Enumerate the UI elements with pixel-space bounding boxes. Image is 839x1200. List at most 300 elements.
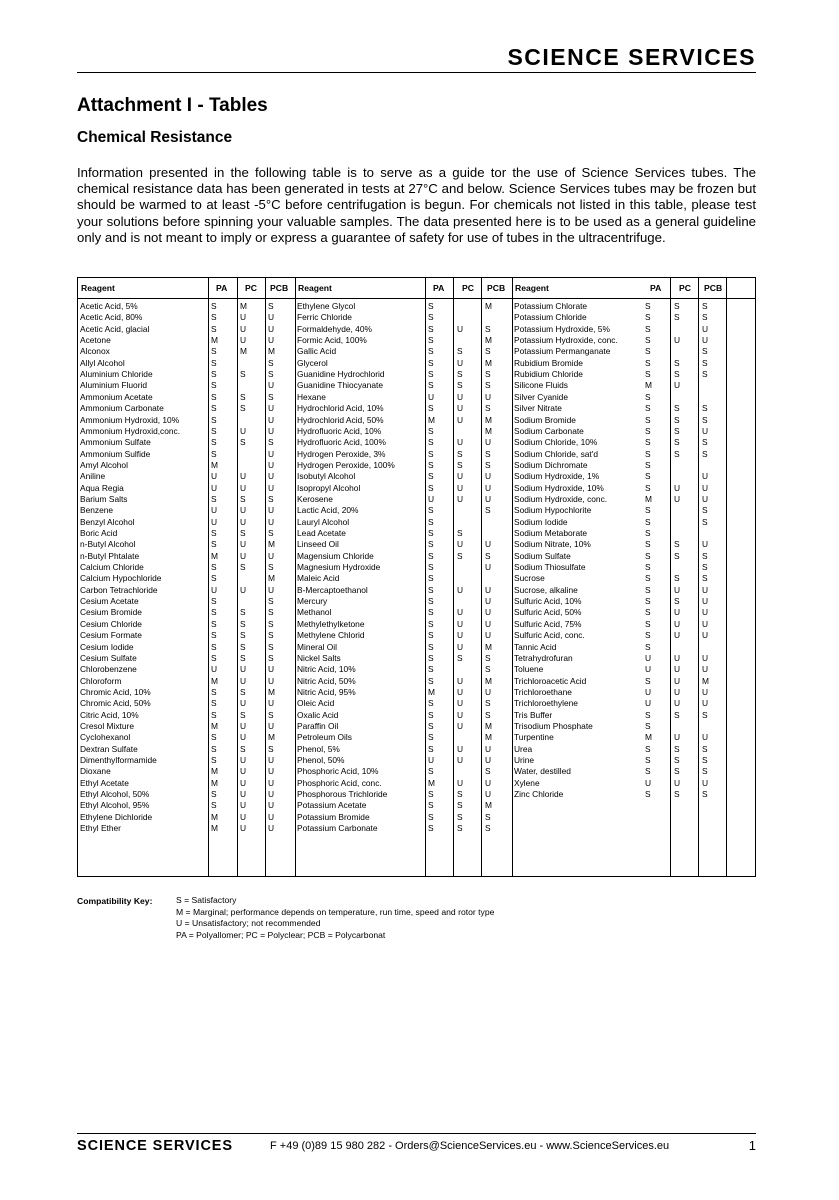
- rating-pcb: S: [485, 346, 491, 357]
- table-row: [78, 812, 295, 823]
- key-line-satisfactory: S = Satisfactory: [176, 895, 237, 905]
- table-row: [295, 551, 512, 562]
- rating-pc: U: [240, 312, 247, 323]
- table-row: [295, 301, 512, 312]
- reagent-name: Cresol Mixture: [80, 720, 134, 731]
- rating-pc: M: [240, 346, 247, 357]
- table-row: [78, 562, 295, 573]
- rating-pc: U: [674, 698, 681, 709]
- rating-pa: M: [211, 335, 218, 346]
- rating-pc: U: [240, 755, 247, 765]
- table-row: [295, 346, 512, 357]
- rating-pa: S: [645, 755, 651, 765]
- rating-pc: U: [240, 732, 247, 743]
- rating-pc: U: [457, 641, 464, 652]
- table-row: [512, 551, 729, 562]
- rating-pa: S: [645, 459, 651, 470]
- rating-pa: S: [211, 607, 217, 618]
- column-header-pcb: PCB: [487, 283, 506, 293]
- reagent-name: Sodium Hydroxide, 1%: [514, 471, 600, 482]
- rating-pc: U: [674, 630, 681, 641]
- reagent-name: Potassium Bromide: [297, 811, 370, 822]
- rating-pcb: S: [485, 823, 491, 834]
- reagent-name: Mercury: [297, 596, 328, 607]
- rating-pcb: S: [702, 550, 708, 561]
- rating-pa: S: [428, 425, 434, 436]
- rating-pcb: M: [485, 301, 492, 311]
- rating-pcb: S: [702, 709, 708, 720]
- reagent-name: Dextran Sulfate: [80, 743, 138, 754]
- rating-pc: U: [240, 675, 247, 686]
- rating-pc: S: [674, 596, 680, 607]
- rating-pc: S: [457, 459, 463, 470]
- rating-pcb: S: [702, 755, 708, 765]
- rating-pcb: U: [485, 755, 492, 765]
- table-row: [512, 562, 729, 573]
- table-row: [295, 335, 512, 346]
- rating-pc: U: [457, 743, 464, 754]
- column-header-pc: PC: [679, 283, 691, 293]
- rating-pa: S: [645, 516, 651, 527]
- rating-pcb: U: [702, 335, 709, 346]
- rating-pa: S: [428, 562, 434, 573]
- reagent-name: Xylene: [514, 777, 540, 788]
- rating-pcb: S: [268, 562, 274, 573]
- rating-pa: S: [428, 720, 434, 731]
- rating-pcb: U: [268, 380, 275, 391]
- rating-pcb: U: [702, 607, 709, 618]
- table-row: [295, 585, 512, 596]
- table-row: [78, 426, 295, 437]
- rating-pc: U: [457, 675, 464, 686]
- rating-pcb: S: [485, 550, 491, 561]
- table-row: [78, 664, 295, 675]
- rating-pcb: U: [702, 686, 709, 697]
- rating-pcb: U: [485, 596, 492, 607]
- rating-pc: U: [457, 618, 464, 629]
- rating-pa: M: [211, 720, 218, 731]
- rating-pa: S: [428, 448, 434, 459]
- reagent-name: Zinc Chloride: [514, 789, 564, 800]
- rating-pcb: S: [268, 357, 274, 368]
- table-row: [78, 415, 295, 426]
- rating-pcb: S: [702, 414, 708, 425]
- table-row: [78, 369, 295, 380]
- reagent-name: Ethyl Ether: [80, 823, 121, 834]
- rating-pc: S: [674, 357, 680, 368]
- reagent-name: Dimenthylformamide: [80, 755, 157, 765]
- rating-pa: S: [211, 743, 217, 754]
- reagent-name: Chromic Acid, 50%: [80, 698, 151, 709]
- table-row: [78, 732, 295, 743]
- column-header-reagent: Reagent: [81, 283, 115, 293]
- rating-pcb: U: [702, 652, 709, 663]
- table-row: [512, 789, 729, 800]
- rating-pa: M: [211, 550, 218, 561]
- rating-pcb: U: [702, 539, 709, 550]
- rating-pa: S: [428, 301, 434, 311]
- table-row: [295, 698, 512, 709]
- reagent-name: Chlorobenzene: [80, 664, 137, 675]
- table-row: [512, 778, 729, 789]
- rating-pcb: S: [268, 618, 274, 629]
- reagent-name: Ammonium Acetate: [80, 391, 153, 402]
- page-number: 1: [748, 1138, 756, 1153]
- intro-paragraph: Information presented in the following table is to serve as a guide tor the use of Science Services tubes. The chemical resistance data has been generated in tests at 27°C and below. Science Services tubes may be frozen but should be warmed to at least -5°C before centrifugation is begun. For chemicals not listed in this table, please test your solutions before spinning your valuable samples. The data presented here is to be used as a general guideline only and is not meant to imply or express a guarantee of safety for use of tubes in the ultracentrifuge.: [77, 165, 756, 245]
- reagent-name: Sodium Carbonate: [514, 425, 584, 436]
- table-row: [512, 449, 729, 460]
- table-row: [78, 619, 295, 630]
- rating-pa: M: [645, 380, 652, 391]
- rating-pc: U: [240, 550, 247, 561]
- rating-pc: S: [240, 652, 246, 663]
- rating-pcb: U: [268, 448, 275, 459]
- rating-pa: S: [428, 516, 434, 527]
- table-row: [78, 744, 295, 755]
- reagent-name: Hydrogen Peroxide, 100%: [297, 459, 395, 470]
- reagent-name: Linseed Oil: [297, 539, 339, 550]
- rating-pa: S: [428, 766, 434, 777]
- rating-pcb: S: [268, 301, 274, 311]
- rating-pcb: S: [485, 459, 491, 470]
- table-row: [78, 517, 295, 528]
- rating-pa: S: [645, 539, 651, 550]
- reagent-name: Petroleum Oils: [297, 732, 352, 743]
- rating-pa: S: [211, 800, 217, 811]
- rating-pa: S: [428, 811, 434, 822]
- rating-pa: U: [211, 471, 218, 482]
- rating-pc: S: [674, 709, 680, 720]
- reagent-name: Hydrochlorid Acid, 10%: [297, 403, 384, 414]
- table-row: [295, 562, 512, 573]
- table-row: [295, 619, 512, 630]
- rating-pc: S: [240, 562, 246, 573]
- rating-pa: S: [428, 323, 434, 334]
- reagent-name: Magnesium Hydroxide: [297, 562, 381, 573]
- table-row: [295, 687, 512, 698]
- rating-pcb: S: [485, 323, 491, 334]
- reagent-name: Isobutyl Alcohol: [297, 471, 356, 482]
- reagent-name: Potassium Chloride: [514, 312, 587, 323]
- reagent-name: Nitric Acid, 10%: [297, 664, 356, 675]
- table-row: [78, 335, 295, 346]
- reagent-name: Potassium Chlorate: [514, 301, 588, 311]
- rating-pa: M: [645, 493, 652, 504]
- rating-pa: S: [428, 584, 434, 595]
- reagent-name: Cesium Iodide: [80, 641, 134, 652]
- rating-pa: S: [645, 403, 651, 414]
- rating-pcb: U: [485, 686, 492, 697]
- rating-pa: S: [645, 414, 651, 425]
- reagent-name: Kerosene: [297, 493, 333, 504]
- reagent-name: Sodium Sulfate: [514, 550, 571, 561]
- table-row: [78, 800, 295, 811]
- rating-pc: U: [674, 675, 681, 686]
- rating-pa: S: [428, 607, 434, 618]
- rating-pc: U: [457, 482, 464, 493]
- reagent-name: Oleic Acid: [297, 698, 335, 709]
- rating-pcb: U: [268, 800, 275, 811]
- rating-pa: U: [211, 482, 218, 493]
- reagent-name: Ethylene Glycol: [297, 301, 356, 311]
- rating-pa: U: [211, 664, 218, 675]
- rating-pcb: U: [702, 425, 709, 436]
- rating-pcb: U: [702, 777, 709, 788]
- rating-pa: S: [428, 471, 434, 482]
- page-title: Attachment I - Tables: [77, 95, 268, 116]
- rating-pc: S: [240, 391, 246, 402]
- rating-pcb: S: [268, 369, 274, 380]
- rating-pa: M: [211, 675, 218, 686]
- reagent-name: Formic Acid, 100%: [297, 335, 367, 346]
- rating-pcb: U: [485, 437, 492, 448]
- rating-pcb: U: [268, 312, 275, 323]
- rating-pc: S: [674, 403, 680, 414]
- rating-pa: S: [645, 766, 651, 777]
- rating-pa: M: [428, 777, 435, 788]
- table-row: [295, 449, 512, 460]
- reagent-name: Hexane: [297, 391, 326, 402]
- rating-pa: S: [211, 698, 217, 709]
- column-header-pa: PA: [216, 283, 228, 293]
- rating-pc: S: [674, 312, 680, 323]
- rating-pa: S: [645, 675, 651, 686]
- rating-pc: U: [674, 686, 681, 697]
- rating-pcb: S: [702, 357, 708, 368]
- table-row: [295, 312, 512, 323]
- rating-pcb: M: [485, 335, 492, 346]
- rating-pa: S: [211, 414, 217, 425]
- rating-pc: S: [457, 652, 463, 663]
- reagent-name: Ammonium Sulfide: [80, 448, 151, 459]
- table-row: [295, 460, 512, 471]
- table-row: [512, 505, 729, 516]
- rating-pa: U: [645, 664, 652, 675]
- rating-pcb: S: [485, 811, 491, 822]
- reagent-name: Sulfuric Acid, 75%: [514, 618, 582, 629]
- reagent-name: Rubidium Chloride: [514, 369, 583, 380]
- rating-pcb: U: [485, 607, 492, 618]
- reagent-name: Aniline: [80, 471, 106, 482]
- rating-pc: U: [240, 323, 247, 334]
- rating-pc: U: [457, 777, 464, 788]
- rating-pcb: U: [702, 618, 709, 629]
- rating-pcb: U: [268, 335, 275, 346]
- column-header-pc: PC: [462, 283, 474, 293]
- table-row: [295, 426, 512, 437]
- rating-pa: S: [428, 482, 434, 493]
- reagent-name: Ethyl Alcohol, 95%: [80, 800, 150, 811]
- table-row: [78, 312, 295, 323]
- table-row: [295, 766, 512, 777]
- rating-pcb: S: [485, 652, 491, 663]
- table-row: [78, 607, 295, 618]
- reagent-name: Phenol, 50%: [297, 755, 345, 765]
- rating-pcb: M: [268, 573, 275, 584]
- rating-pa: S: [645, 369, 651, 380]
- reagent-name: Barium Salts: [80, 493, 128, 504]
- table-row: [512, 392, 729, 403]
- rating-pcb: S: [485, 505, 491, 516]
- reagent-name: Oxalic Acid: [297, 709, 339, 720]
- table-row: [78, 687, 295, 698]
- rating-pa: S: [211, 312, 217, 323]
- reagent-name: Potassium Permanganate: [514, 346, 611, 357]
- table-row: [512, 483, 729, 494]
- rating-pa: S: [211, 618, 217, 629]
- reagent-name: Cyclohexanol: [80, 732, 131, 743]
- rating-pcb: M: [485, 800, 492, 811]
- table-header-divider: [78, 298, 755, 299]
- rating-pa: S: [211, 528, 217, 538]
- rating-pa: S: [428, 664, 434, 675]
- reagent-name: Cesium Acetate: [80, 596, 139, 607]
- table-row: [512, 687, 729, 698]
- rating-pa: S: [211, 403, 217, 414]
- rating-pc: S: [457, 823, 463, 834]
- rating-pa: S: [645, 471, 651, 482]
- rating-pa: U: [645, 652, 652, 663]
- rating-pa: U: [645, 686, 652, 697]
- rating-pa: S: [211, 448, 217, 459]
- rating-pc: U: [457, 323, 464, 334]
- rating-pc: S: [240, 618, 246, 629]
- reagent-name: Sodium Hydroxide, conc.: [514, 493, 608, 504]
- rating-pc: U: [240, 766, 247, 777]
- rating-pcb: U: [268, 584, 275, 595]
- rating-pa: S: [645, 391, 651, 402]
- rating-pa: S: [428, 630, 434, 641]
- rating-pcb: M: [268, 539, 275, 550]
- table-row: [512, 630, 729, 641]
- rating-pc: S: [674, 414, 680, 425]
- table-row: [78, 358, 295, 369]
- reagent-name: Potassium Hydroxide, 5%: [514, 323, 610, 334]
- rating-pcb: M: [485, 414, 492, 425]
- rating-pa: S: [211, 709, 217, 720]
- table-row: [295, 755, 512, 766]
- table-row: [512, 426, 729, 437]
- rating-pc: U: [457, 698, 464, 709]
- table-row: [512, 744, 729, 755]
- rating-pcb: S: [485, 766, 491, 777]
- rating-pc: U: [457, 630, 464, 641]
- rating-pc: S: [674, 425, 680, 436]
- rating-pcb: S: [702, 562, 708, 573]
- reagent-name: Chloroform: [80, 675, 122, 686]
- rating-pc: S: [674, 755, 680, 765]
- table-row: [512, 653, 729, 664]
- reagent-name: Urea: [514, 743, 533, 754]
- table-row: [512, 664, 729, 675]
- rating-pcb: U: [268, 403, 275, 414]
- rating-pc: S: [457, 811, 463, 822]
- rating-pa: M: [645, 732, 652, 743]
- rating-pa: U: [428, 493, 435, 504]
- table-row: [295, 721, 512, 732]
- footer-brand: SCIENCE SERVICES: [77, 1138, 233, 1154]
- rating-pa: S: [211, 437, 217, 448]
- reagent-name: Sulfuric Acid, 10%: [514, 596, 582, 607]
- rating-pcb: S: [268, 630, 274, 641]
- rating-pc: S: [240, 641, 246, 652]
- rating-pa: S: [211, 789, 217, 800]
- table-row: [512, 732, 729, 743]
- rating-pc: U: [457, 414, 464, 425]
- rating-pc: U: [457, 539, 464, 550]
- rating-pcb: S: [485, 403, 491, 414]
- rating-pa: S: [645, 584, 651, 595]
- reagent-name: Potassium Hydroxide, conc.: [514, 335, 618, 346]
- rating-pa: S: [428, 573, 434, 584]
- rating-pcb: U: [485, 584, 492, 595]
- reagent-name: n-Butyl Phtalate: [80, 550, 140, 561]
- rating-pc: U: [457, 755, 464, 765]
- rating-pcb: M: [485, 425, 492, 436]
- table-row: [295, 642, 512, 653]
- reagent-name: Sulfuric Acid, 50%: [514, 607, 582, 618]
- rating-pa: S: [211, 380, 217, 391]
- reagent-name: Trisodium Phosphate: [514, 720, 593, 731]
- rating-pcb: U: [485, 630, 492, 641]
- section-title: Chemical Resistance: [77, 129, 233, 146]
- rating-pa: S: [428, 675, 434, 686]
- rating-pcb: U: [268, 664, 275, 675]
- table-row: [78, 778, 295, 789]
- reagent-name: Citric Acid, 10%: [80, 709, 139, 720]
- rating-pa: M: [211, 811, 218, 822]
- reagent-name: Hydrofluoric Acid, 10%: [297, 425, 382, 436]
- rating-pcb: S: [268, 493, 274, 504]
- table-row: [512, 346, 729, 357]
- rating-pa: S: [428, 743, 434, 754]
- reagent-name: Nitric Acid, 50%: [297, 675, 356, 686]
- reagent-name: Magensium Chloride: [297, 550, 374, 561]
- rating-pa: S: [211, 562, 217, 573]
- rating-pc: U: [674, 482, 681, 493]
- reagent-name: Calcium Hypochloride: [80, 573, 162, 584]
- rating-pa: S: [428, 459, 434, 470]
- reagent-name: Chromic Acid, 10%: [80, 686, 151, 697]
- column-header-pcb: PCB: [270, 283, 289, 293]
- rating-pcb: U: [268, 777, 275, 788]
- table-row: [512, 471, 729, 482]
- table-row: [295, 789, 512, 800]
- rating-pcb: S: [485, 664, 491, 675]
- table-row: [78, 403, 295, 414]
- rating-pc: S: [457, 448, 463, 459]
- reagent-name: Methylethylketone: [297, 618, 365, 629]
- rating-pa: S: [645, 596, 651, 607]
- rating-pa: U: [428, 391, 435, 402]
- rating-pa: S: [428, 641, 434, 652]
- rating-pc: U: [457, 437, 464, 448]
- rating-pa: S: [428, 550, 434, 561]
- reagent-name: Phosphoric Acid, conc.: [297, 777, 382, 788]
- rating-pa: S: [428, 380, 434, 391]
- rating-pa: M: [211, 823, 218, 834]
- rating-pc: U: [240, 482, 247, 493]
- table-row: [78, 471, 295, 482]
- column-header-reagent: Reagent: [515, 283, 549, 293]
- table-row: [512, 766, 729, 777]
- rating-pc: S: [240, 743, 246, 754]
- rating-pcb: S: [702, 437, 708, 448]
- rating-pcb: S: [268, 709, 274, 720]
- rating-pcb: M: [485, 720, 492, 731]
- table-row: [295, 528, 512, 539]
- table-row: [512, 585, 729, 596]
